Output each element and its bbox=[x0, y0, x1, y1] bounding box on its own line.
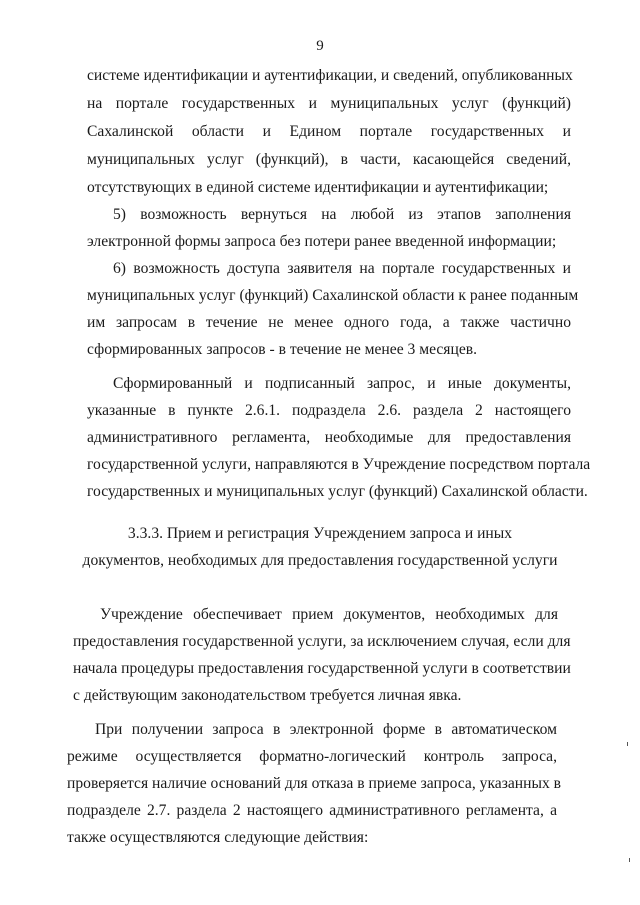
text-line: государственной услуги, направляются в Учреждение посредством портала bbox=[87, 456, 591, 473]
text-line: системе идентификации и аутентификации, и сведений, опубликованных bbox=[87, 67, 573, 84]
text-line: режиме осуществляется форматно-логический контроль запроса, bbox=[67, 748, 557, 765]
text-line: муниципальных услуг (функций), в части, касающейся сведений, bbox=[87, 151, 571, 168]
text-line: 6) возможность доступа заявителя на портале государственных и bbox=[113, 260, 571, 277]
text-line: с действующим законодательством требуется личная явка. bbox=[73, 687, 462, 704]
text-line: подразделе 2.7. раздела 2 настоящего административного регламента, а bbox=[67, 802, 557, 819]
text-line: проверяется наличие оснований для отказа в приеме запроса, указанных в bbox=[67, 775, 562, 792]
text-line: 5) возможность вернуться на любой из этапов заполнения bbox=[113, 206, 571, 223]
text-line: на портале государственных и муниципальных услуг (функций) bbox=[87, 95, 571, 112]
text-line: начала процедуры предоставления государственной услуги в соответствии bbox=[73, 660, 571, 677]
section-heading: документов, необходимых для предоставления государственной услуги bbox=[82, 552, 558, 569]
text-line: предоставления государственной услуги, за исключением случая, если для bbox=[73, 633, 571, 650]
text-line: муниципальных услуг (функций) Сахалинской области к ранее поданным bbox=[87, 287, 579, 304]
text-line: также осуществляются следующие действия: bbox=[67, 829, 369, 846]
section-heading: 3.3.3. Прием и регистрация Учреждением запроса и иных bbox=[127, 525, 513, 542]
scan-mark bbox=[629, 858, 630, 862]
page-number: 9 bbox=[316, 38, 324, 54]
text-line: Сахалинской области и Едином портале государственных и bbox=[87, 123, 571, 140]
text-line: административного регламента, необходимые для предоставления bbox=[87, 429, 571, 446]
text-line: отсутствующих в единой системе идентификации и аутентификации; bbox=[87, 179, 549, 196]
text-line: Учреждение обеспечивает прием документов, необходимых для bbox=[100, 606, 558, 623]
text-line: государственных и муниципальных услуг (функций) Сахалинской области. bbox=[87, 483, 588, 500]
text-line: им запросам в течение не менее одного года, а также частично bbox=[87, 314, 571, 331]
scan-mark bbox=[627, 742, 628, 746]
text-line: Сформированный и подписанный запрос, и иные документы, bbox=[113, 375, 571, 392]
text-line: указанные в пункте 2.6.1. подраздела 2.6. раздела 2 настоящего bbox=[87, 402, 571, 419]
text-line: электронной формы запроса без потери ранее введенной информации; bbox=[87, 233, 557, 250]
text-line: При получении запроса в электронной форме в автоматическом bbox=[95, 721, 557, 738]
text-line: сформированных запросов - в течение не менее 3 месяцев. bbox=[87, 341, 478, 358]
